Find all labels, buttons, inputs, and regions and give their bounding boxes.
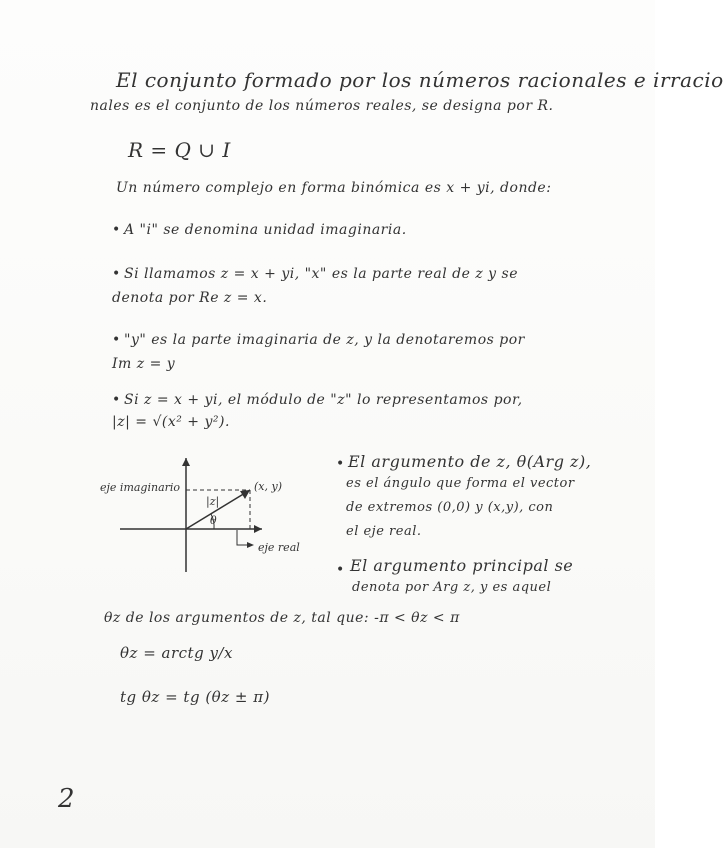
bullet-3-line1: "y" es la parte imaginaria de z, y la denotaremos por <box>124 332 525 348</box>
argument-bullet: • <box>336 456 345 472</box>
principal-line3: θz de los argumentos de z, tal que: -π < θz < π <box>104 610 460 626</box>
argument-line3: de extremos (0,0) y (x,y), con <box>346 500 554 515</box>
imaginary-axis-label: eje imaginario <box>100 481 181 494</box>
formula-tg: tg θz = tg (θz ± π) <box>120 688 270 706</box>
paragraph2: Un número complejo en forma binómica es x + yi, donde: <box>116 180 552 196</box>
bullet-2-line1: Si llamamos z = x + yi, "x" es la parte real de z y se <box>124 266 518 282</box>
modulus-label: |z| <box>206 495 220 508</box>
bullet-2-line2: denota por Re z = x. <box>112 290 268 306</box>
equation-r: R = Q ∪ I <box>128 138 231 162</box>
point-label: (x, y) <box>254 480 282 493</box>
paragraph1-line2: nales es el conjunto de los números reales, se designa por R. <box>90 98 554 114</box>
angle-label: θ <box>210 514 217 527</box>
argument-line4: el eje real. <box>346 524 422 539</box>
argument-line1: El argumento de z, θ(Arg z), <box>348 452 592 471</box>
page-number: 2 <box>58 784 75 814</box>
principal-bullet: • <box>336 562 345 578</box>
formula-arctg: θz = arctg y/x <box>120 644 233 662</box>
principal-line2: denota por Arg z, y es aquel <box>352 580 552 595</box>
paragraph1-line1: El conjunto formado por los números racionales e irracio <box>116 68 724 92</box>
principal-line1: El argumento principal se <box>350 556 574 575</box>
real-axis-label: eje real <box>258 541 300 554</box>
bullet-4-line2: |z| = √(x² + y²). <box>112 414 230 430</box>
real-axis-pointer-arrow <box>247 542 254 548</box>
bullet-4-dot: • <box>112 392 121 408</box>
imaginary-axis-arrow <box>182 458 190 466</box>
bullet-4-line1: Si z = x + yi, el módulo de "z" lo representamos por, <box>124 392 523 408</box>
bullet-1-line1: A "i" se denomina unidad imaginaria. <box>124 222 407 238</box>
bullet-3-line2: Im z = y <box>112 356 176 372</box>
real-axis-arrow <box>254 525 262 533</box>
bullet-1-dot: • <box>112 222 121 238</box>
bullet-3-dot: • <box>112 332 121 348</box>
argument-line2: es el ángulo que forma el vector <box>346 476 575 491</box>
bullet-2-dot: • <box>112 266 121 282</box>
